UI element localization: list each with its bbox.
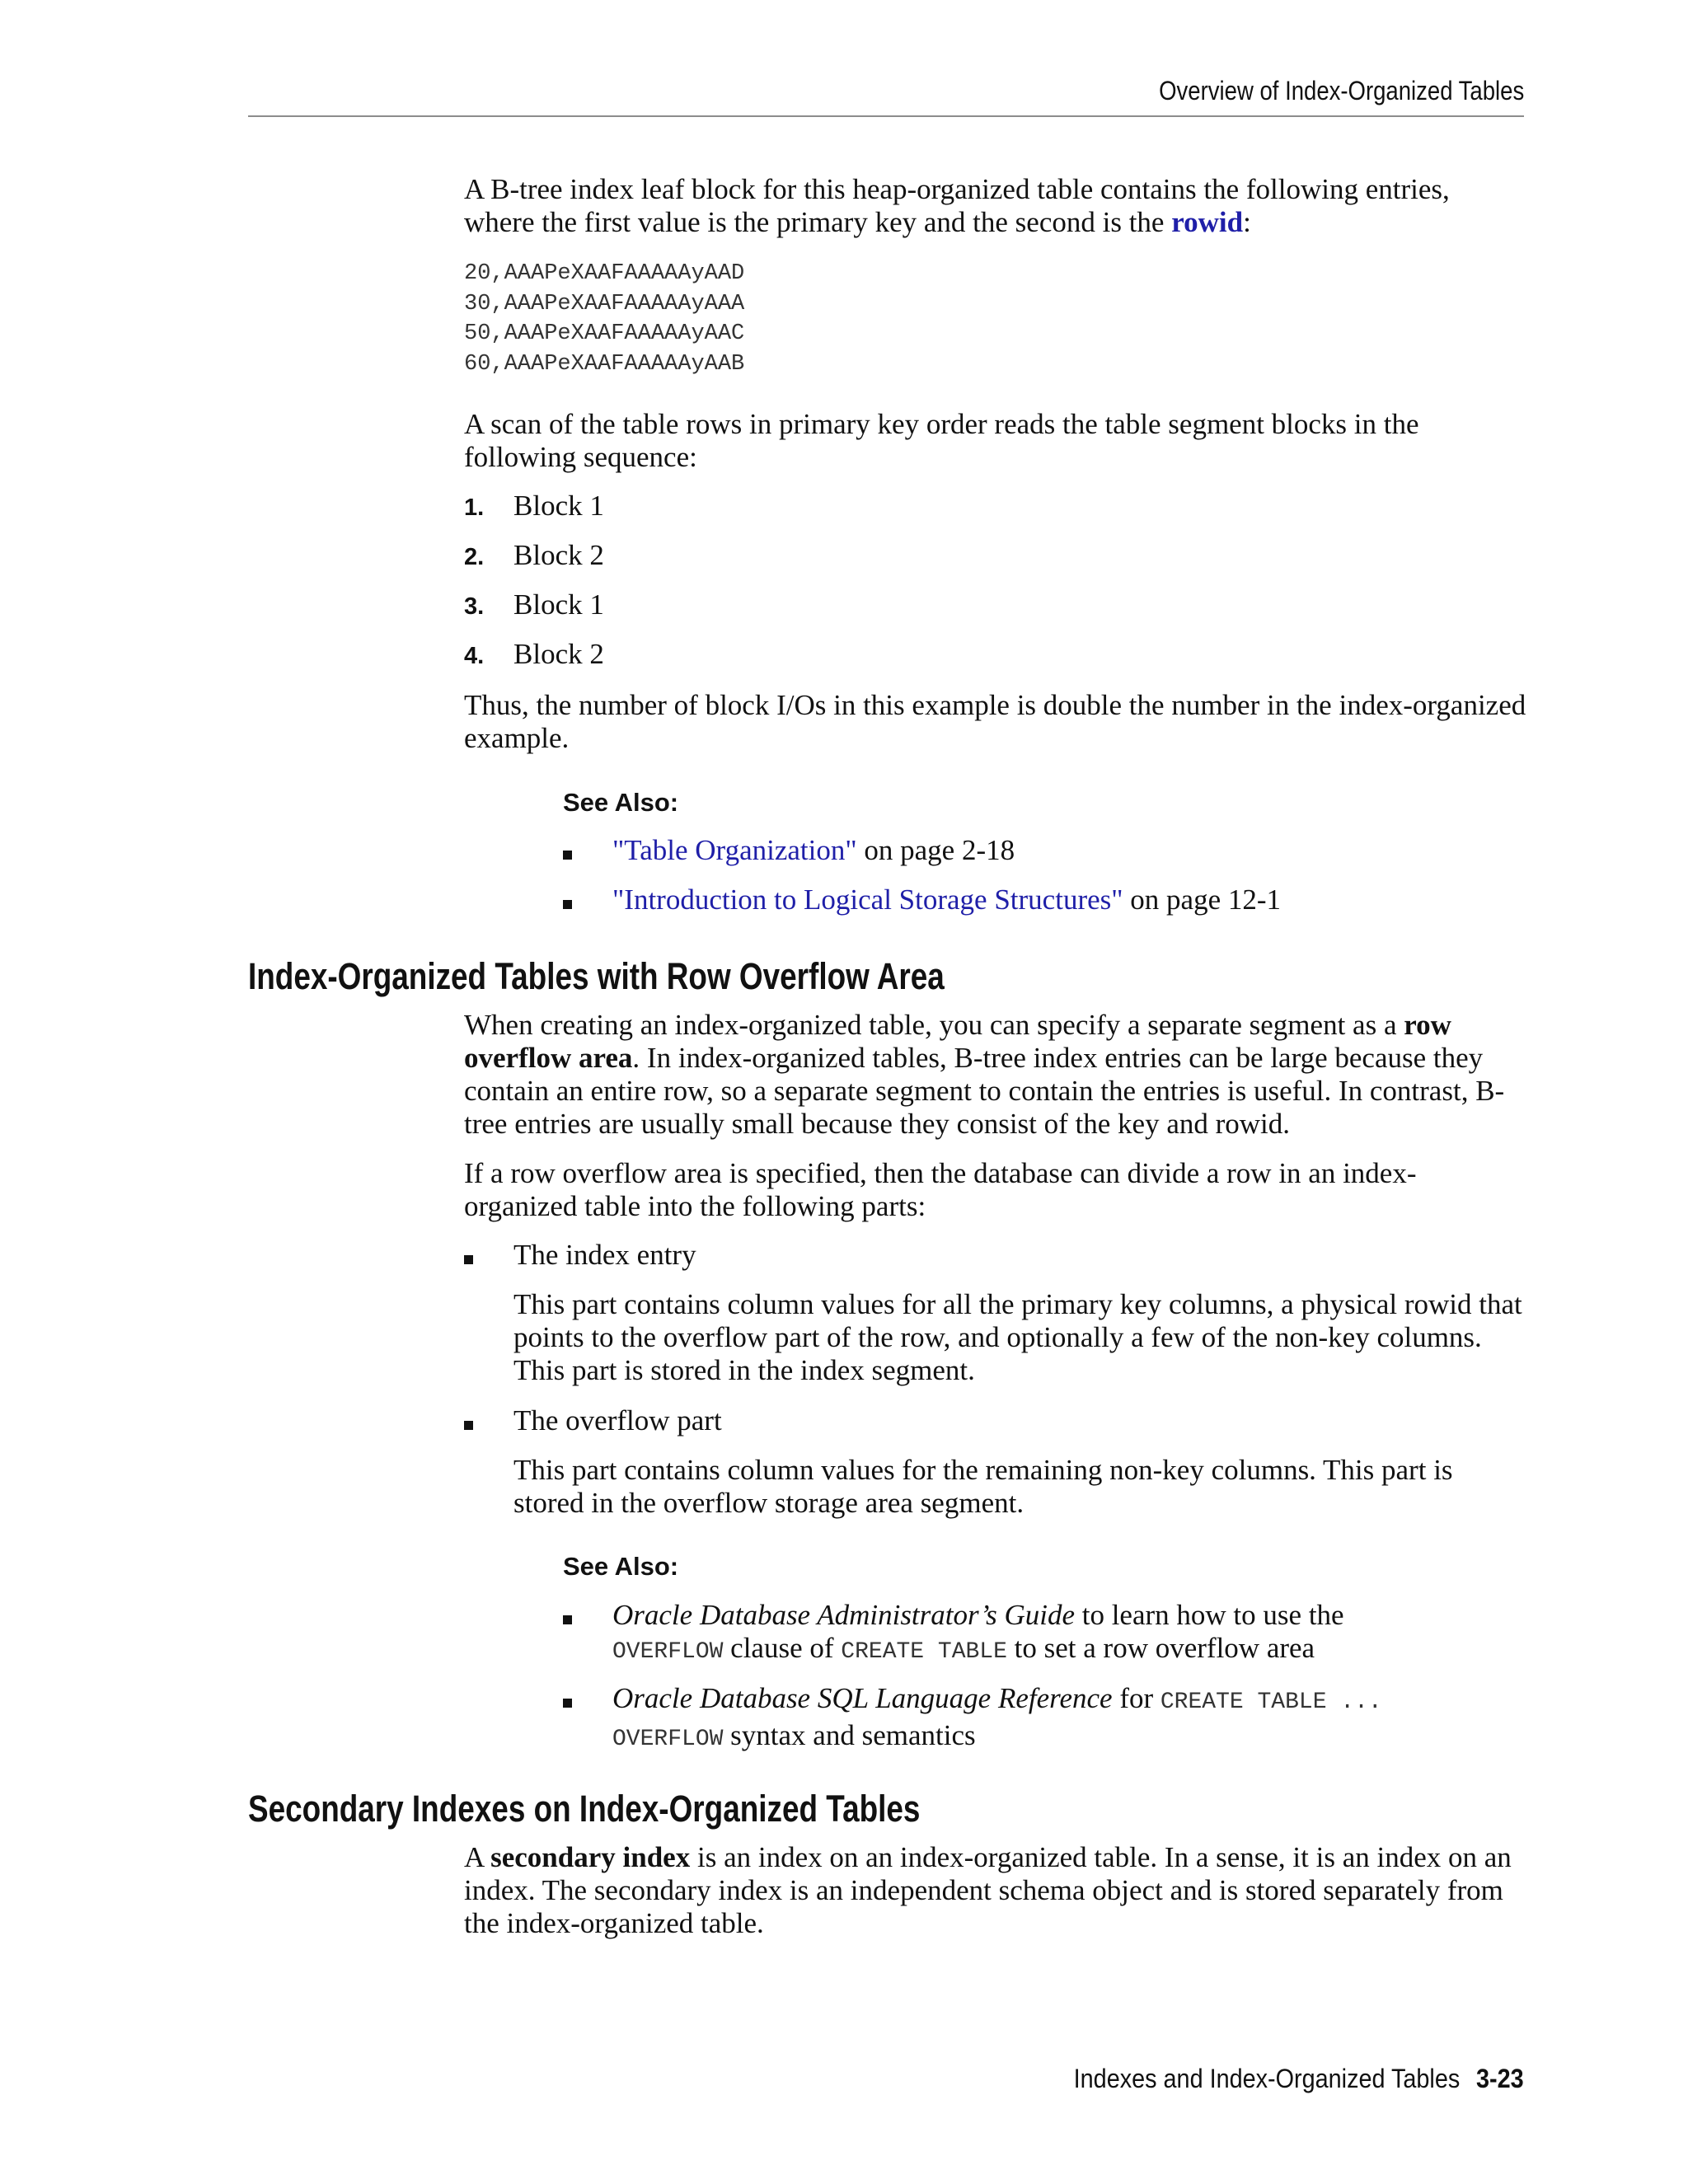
header-title: Overview of Index-Organized Tables <box>1158 76 1524 105</box>
intro-text: A B-tree index leaf block for this heap-organized table contains the following entries, where the first value is the primary key and the second is the <box>464 173 1450 238</box>
book-title[interactable]: Oracle Database Administrator’s Guide <box>612 1599 1075 1631</box>
intro-paragraph-block <box>464 173 1527 239</box>
code-term: OVERFLOW <box>612 1727 724 1752</box>
para-text: A <box>464 1841 491 1873</box>
secondary-paragraph-block <box>464 1841 1527 1940</box>
code-line: 20,AAAPeXAAFAAAAAyAAD <box>464 261 745 286</box>
bullet-icon <box>563 851 572 860</box>
code-line: 30,AAAPeXAAFAAAAAyAAA <box>464 291 745 316</box>
list-text: Block 1 <box>513 588 604 621</box>
list-text: Block 2 <box>513 638 604 670</box>
code-line: 60,AAAPeXAAFAAAAAyAAB <box>464 351 745 377</box>
page-ref: on page 12-1 <box>1123 883 1282 916</box>
numbered-list <box>464 490 1527 679</box>
bullet-icon <box>563 900 572 909</box>
para-text: . In index-organized tables, B-tree index entries can be large because they contain an entire row, so a separate segment to contain the entries is useful. In contrast, B-tree entries are usually small because they consist of the key and rowid. <box>464 1042 1505 1140</box>
rowid-link[interactable]: rowid <box>1171 206 1244 238</box>
bullet-description: This part contains column values for all the primary key columns, a physical rowid that points to the overflow part of the row, and optionally a few of the non-key columns. This part is stored in the index segment. <box>513 1288 1522 1386</box>
page-ref: on page 2-18 <box>856 834 1015 866</box>
bullet-icon <box>464 1255 473 1264</box>
see-also-label: See Also: <box>563 1552 679 1581</box>
bullet-title: The index entry <box>513 1239 696 1271</box>
bullet-title: The overflow part <box>513 1404 722 1436</box>
list-text: Block 2 <box>513 539 604 571</box>
scan-paragraph: A scan of the table rows in primary key order reads the table segment blocks in the following sequence: <box>464 408 1419 473</box>
table-organization-link[interactable]: "Table Organization" <box>612 834 857 866</box>
book-title[interactable]: Oracle Database SQL Language Reference <box>612 1682 1113 1714</box>
see-also-label: See Also: <box>563 788 679 817</box>
code-term: CREATE TABLE <box>841 1639 1007 1665</box>
para-text: to set a row overflow area <box>1006 1632 1315 1664</box>
para-text: to learn how to use the <box>1074 1599 1344 1631</box>
code-term: CREATE TABLE ... <box>1160 1690 1382 1715</box>
bold-term: secondary index <box>490 1841 691 1873</box>
para-text: is an index on an index-organized table. In a sense, it is an index on an index. The secondary index is an independent schema object and is stored separately from the index-organized table. <box>464 1841 1512 1939</box>
list-number: 1. <box>464 494 485 521</box>
code-term: OVERFLOW <box>612 1639 724 1665</box>
intro-text-end: : <box>1243 206 1251 238</box>
section-heading-overflow: Index-Organized Tables with Row Overflow Area <box>248 955 945 997</box>
list-text: Block 1 <box>513 490 604 522</box>
para-text: When creating an index-organized table, you can specify a separate segment as a <box>464 1009 1404 1041</box>
bullet-icon <box>464 1421 473 1430</box>
thus-paragraph-block <box>464 689 1527 755</box>
logical-storage-link[interactable]: "Introduction to Logical Storage Structures" <box>612 883 1123 916</box>
bold-term: row overflow area <box>464 1009 1451 1074</box>
code-block <box>464 259 1527 379</box>
secondary-paragraph <box>464 1841 1527 1940</box>
page-number: 3-23 <box>1476 2064 1524 2093</box>
para-text: for <box>1112 1682 1160 1714</box>
running-footer <box>1074 2064 1524 2094</box>
bullet-description: This part contains column values for the remaining non-key columns. This part is stored in the overflow storage area segment. <box>513 1454 1453 1519</box>
overflow-parts-paragraph-block <box>464 1157 1527 1223</box>
thus-paragraph: Thus, the number of block I/Os in this example is double the number in the index-organized example. <box>464 689 1526 754</box>
para-text: syntax and semantics <box>723 1719 976 1751</box>
see-also-box <box>563 1552 1527 1750</box>
bullet-item <box>464 1239 1527 1387</box>
bullet-icon <box>563 1615 572 1624</box>
bullet-item <box>464 1404 1527 1520</box>
footer-title: Indexes and Index-Organized Tables <box>1073 2064 1461 2093</box>
scan-paragraph-block <box>464 408 1527 474</box>
running-header <box>248 71 1524 117</box>
overflow-paragraph <box>464 1009 1527 1141</box>
overflow-paragraph-block <box>464 1009 1527 1141</box>
code-line: 50,AAAPeXAAFAAAAAyAAC <box>464 321 745 346</box>
intro-paragraph <box>464 173 1527 239</box>
bullet-icon <box>563 1699 572 1708</box>
para-text: clause of <box>723 1632 842 1664</box>
see-also-box <box>563 788 1527 928</box>
section-heading-secondary: Secondary Indexes on Index-Organized Tables <box>248 1788 921 1830</box>
list-number: 4. <box>464 643 485 669</box>
overflow-parts-paragraph: If a row overflow area is specified, then the database can divide a row in an index-organized table into the following parts: <box>464 1157 1417 1222</box>
list-number: 2. <box>464 544 485 570</box>
list-number: 3. <box>464 593 485 620</box>
